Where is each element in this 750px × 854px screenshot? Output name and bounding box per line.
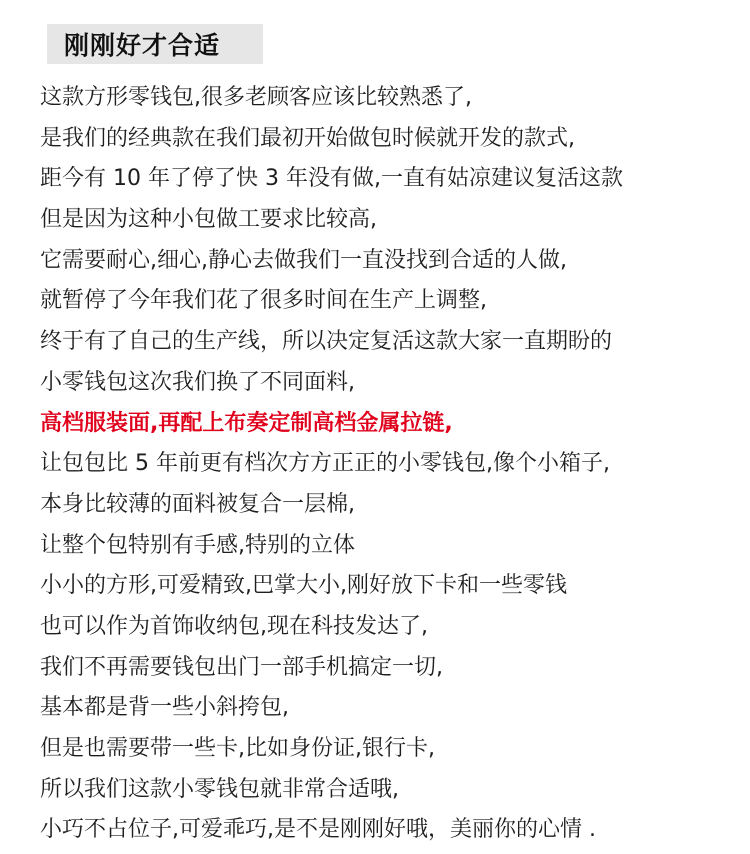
description-text-block (40, 78, 730, 851)
text-line: 让整个包特别有手感,特别的立体 (40, 532, 355, 558)
text-line: 终于有了自己的生产线，所以决定复活这款大家一直期盼的 (40, 329, 613, 355)
title-banner (47, 24, 263, 64)
text-line: 小零钱包这次我们换了不同面料, (40, 369, 355, 395)
text-line: 距今有 10 年了停了快 3 年没有做,一直有姑凉建议复活这款 (40, 166, 623, 192)
text-line: 让包包比 5 年前更有档次方方正正的小零钱包,像个小箱子, (40, 451, 610, 477)
text-line: 就暂停了今年我们花了很多时间在生产上调整, (40, 288, 487, 314)
text-line: 小小的方形,可爱精致,巴掌大小,刚好放下卡和一些零钱 (40, 573, 567, 599)
text-line: 但是因为这种小包做工要求比较高, (40, 207, 377, 233)
page-title: 刚刚好才合适 (64, 31, 221, 60)
text-line: 我们不再需要钱包出门一部手机搞定一切, (40, 654, 443, 680)
text-line: 但是也需要带一些卡,比如身份证,银行卡, (40, 736, 435, 761)
text-line: 是我们的经典款在我们最初开始做包时候就开发的款式, (40, 125, 575, 151)
text-line: 所以我们这款小零钱包就非常合适哦, (40, 776, 399, 802)
text-line: 小巧不占位子,可爱乖巧,是不是刚刚好哦，美丽你的心情 . (40, 817, 596, 843)
text-line: 它需要耐心,细心,静心去做我们一直没找到合适的人做, (40, 247, 567, 273)
text-line: 本身比较薄的面料被复合一层棉, (40, 491, 355, 517)
text-line: 这款方形零钱包,很多老顾客应该比较熟悉了, (40, 85, 472, 110)
highlighted-text-line: 高档服装面,再配上布奏定制高档金属拉链, (40, 410, 453, 436)
text-line: 基本都是背一些小斜挎包, (40, 695, 289, 721)
text-line: 也可以作为首饰收纳包,现在科技发达了, (40, 613, 428, 639)
